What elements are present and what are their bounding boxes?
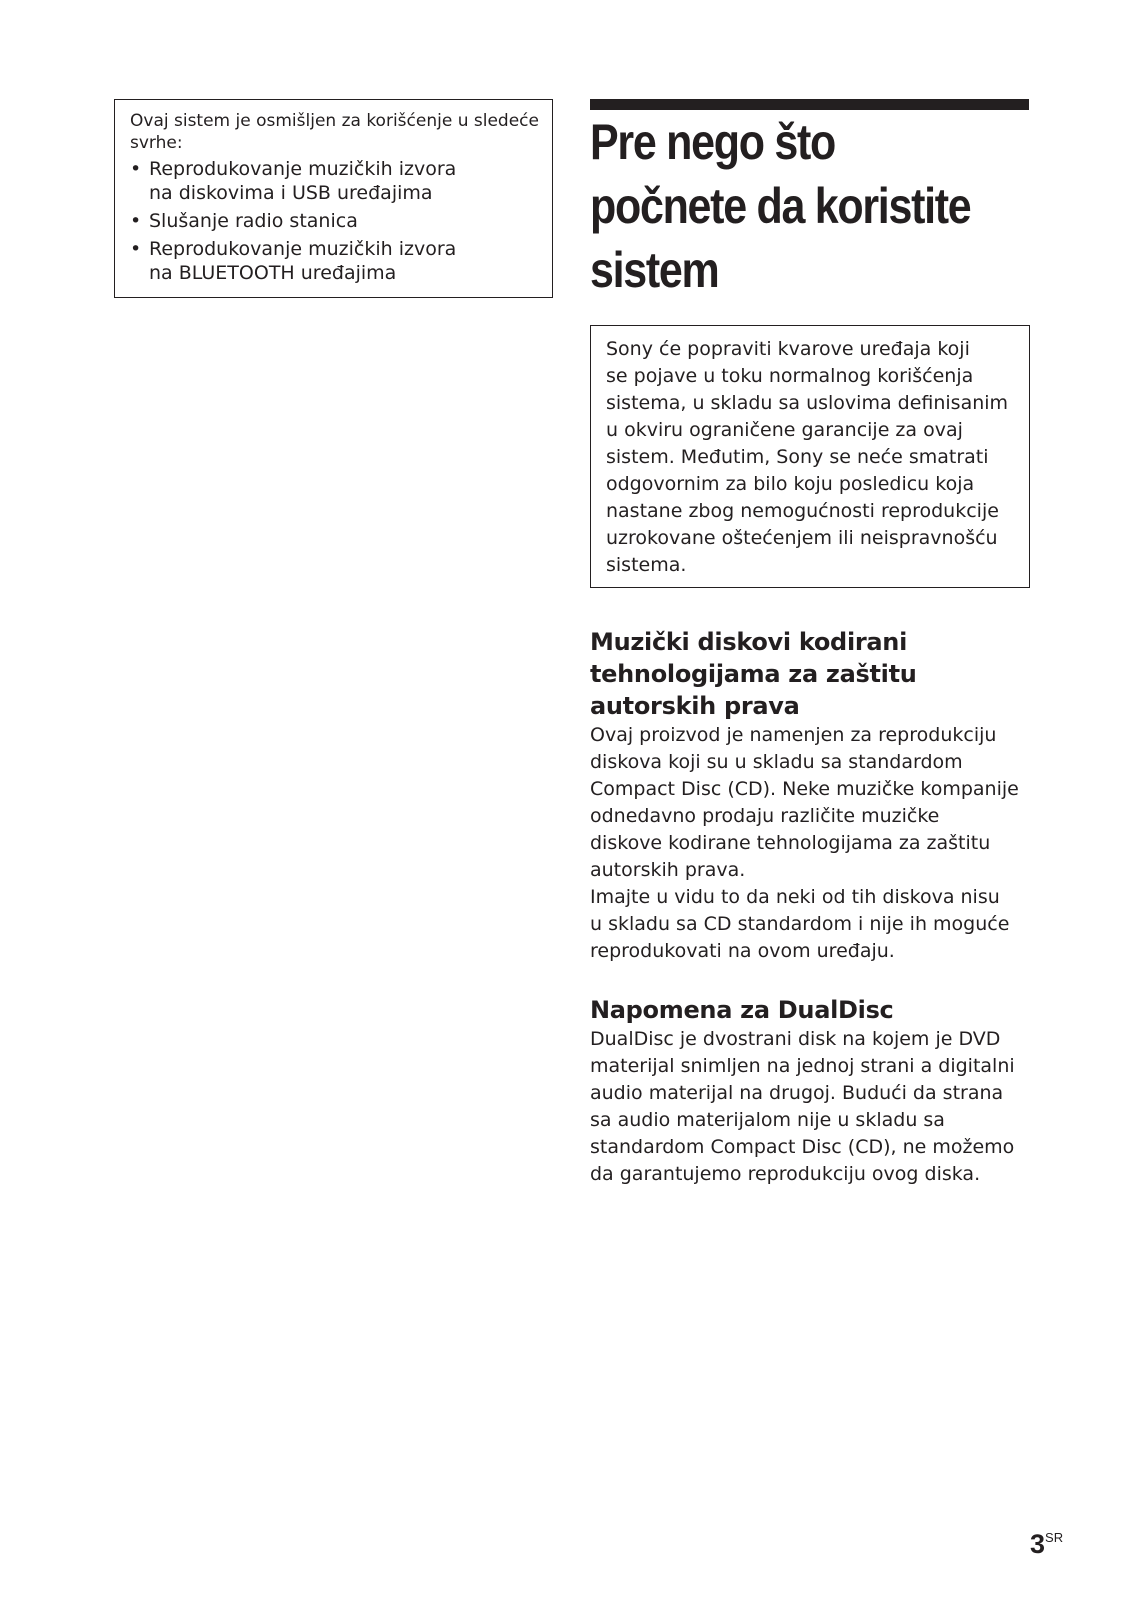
section-heading-line: autorskih prava xyxy=(590,692,800,720)
section-body xyxy=(590,1026,1040,1188)
warranty-line: odgovornim za bilo koju posledicu koja xyxy=(606,473,975,495)
section-body-line: diskova koji su u skladu sa standardom xyxy=(590,751,963,773)
page-number-value: 3 xyxy=(1030,1529,1046,1559)
section-body-line: reprodukovati na ovom uređaju. xyxy=(590,940,895,962)
section-body-line: diskove kodirane tehnologijama za zaštitu xyxy=(590,832,991,854)
usage-intro-line: Ovaj sistem je osmišljen za korišćenje u sledeće xyxy=(130,111,539,131)
warranty-line: nastane zbog nemogućnosti reprodukcije xyxy=(606,500,999,522)
section-body-line: sa audio materijalom nije u skladu sa xyxy=(590,1109,945,1131)
page-number xyxy=(1030,1523,1063,1559)
section-body-line: da garantujemo reprodukciju ovog diska. xyxy=(590,1163,981,1185)
usage-item-line: na diskovima i USB uređajima xyxy=(149,182,433,204)
section-heading-line: Napomena za DualDisc xyxy=(590,996,894,1024)
section-heading xyxy=(590,994,1040,1026)
section-body-line: audio materijal na drugoj. Budući da strana xyxy=(590,1082,1004,1104)
usage-list-item xyxy=(130,237,538,285)
bullet-icon: • xyxy=(130,238,142,260)
page-title-line: sistem xyxy=(590,242,719,298)
section-heading-line: Muzički diskovi kodirani xyxy=(590,628,908,656)
section-body-line: u skladu sa CD standardom i nije ih moguće xyxy=(590,913,1010,935)
section-dualdisc xyxy=(590,994,1040,1188)
warranty-line: sistema. xyxy=(606,554,687,576)
usage-list-item xyxy=(130,157,538,205)
section-body-line: standardom Compact Disc (CD), ne možemo xyxy=(590,1136,1015,1158)
warranty-line: Sony će popraviti kvarove uređaja koji xyxy=(606,338,970,360)
section-body-line: DualDisc je dvostrani disk na kojem je DVD xyxy=(590,1028,1001,1050)
page-language-suffix: SR xyxy=(1045,1530,1064,1545)
usage-list-item xyxy=(130,209,538,233)
section-body-line: Ovaj proizvod je namenjen za reprodukciju xyxy=(590,724,997,746)
section-body-line: Compact Disc (CD). Neke muzičke kompanije xyxy=(590,778,1019,800)
usage-box xyxy=(114,99,553,298)
usage-item-line: Reprodukovanje muzičkih izvora xyxy=(149,158,457,180)
warranty-line: uzrokovane oštećenjem ili neispravnošću xyxy=(606,527,998,549)
page-title-line: počnete da koristite xyxy=(590,178,971,234)
section-heading-line: tehnologijama za zaštitu xyxy=(590,660,917,688)
warranty-line: se pojave u toku normalnog korišćenja xyxy=(606,365,974,387)
usage-intro-line: svrhe: xyxy=(130,133,183,153)
usage-item-line: Slušanje radio stanica xyxy=(149,210,358,232)
section-body xyxy=(590,722,1040,965)
usage-intro xyxy=(130,110,538,154)
warranty-line: u okviru ograničene garancije za ovaj xyxy=(606,419,963,441)
section-body-line: materijal snimljen na jednoj strani a digitalni xyxy=(590,1055,1015,1077)
bullet-icon: • xyxy=(130,210,142,232)
warranty-line: sistema, u skladu sa uslovima definisanim xyxy=(606,392,1009,414)
section-body-line: Imajte u vidu to da neki od tih diskova nisu xyxy=(590,886,1000,908)
usage-item-line: Reprodukovanje muzičkih izvora xyxy=(149,238,457,260)
page-title xyxy=(590,110,977,302)
page-title-line: Pre nego što xyxy=(590,114,835,170)
warranty-line: sistem. Međutim, Sony se neće smatrati xyxy=(606,446,989,468)
usage-item-line: na BLUETOOTH uređajima xyxy=(149,262,397,284)
warranty-notice-box xyxy=(590,325,1030,588)
section-body-line: autorskih prava. xyxy=(590,859,746,881)
title-rule xyxy=(590,99,1029,110)
bullet-icon: • xyxy=(130,158,142,180)
section-copy-protection xyxy=(590,626,1040,965)
section-heading xyxy=(590,626,1040,722)
section-body-line: odnedavno prodaju različite muzičke xyxy=(590,805,940,827)
usage-list xyxy=(130,157,538,285)
